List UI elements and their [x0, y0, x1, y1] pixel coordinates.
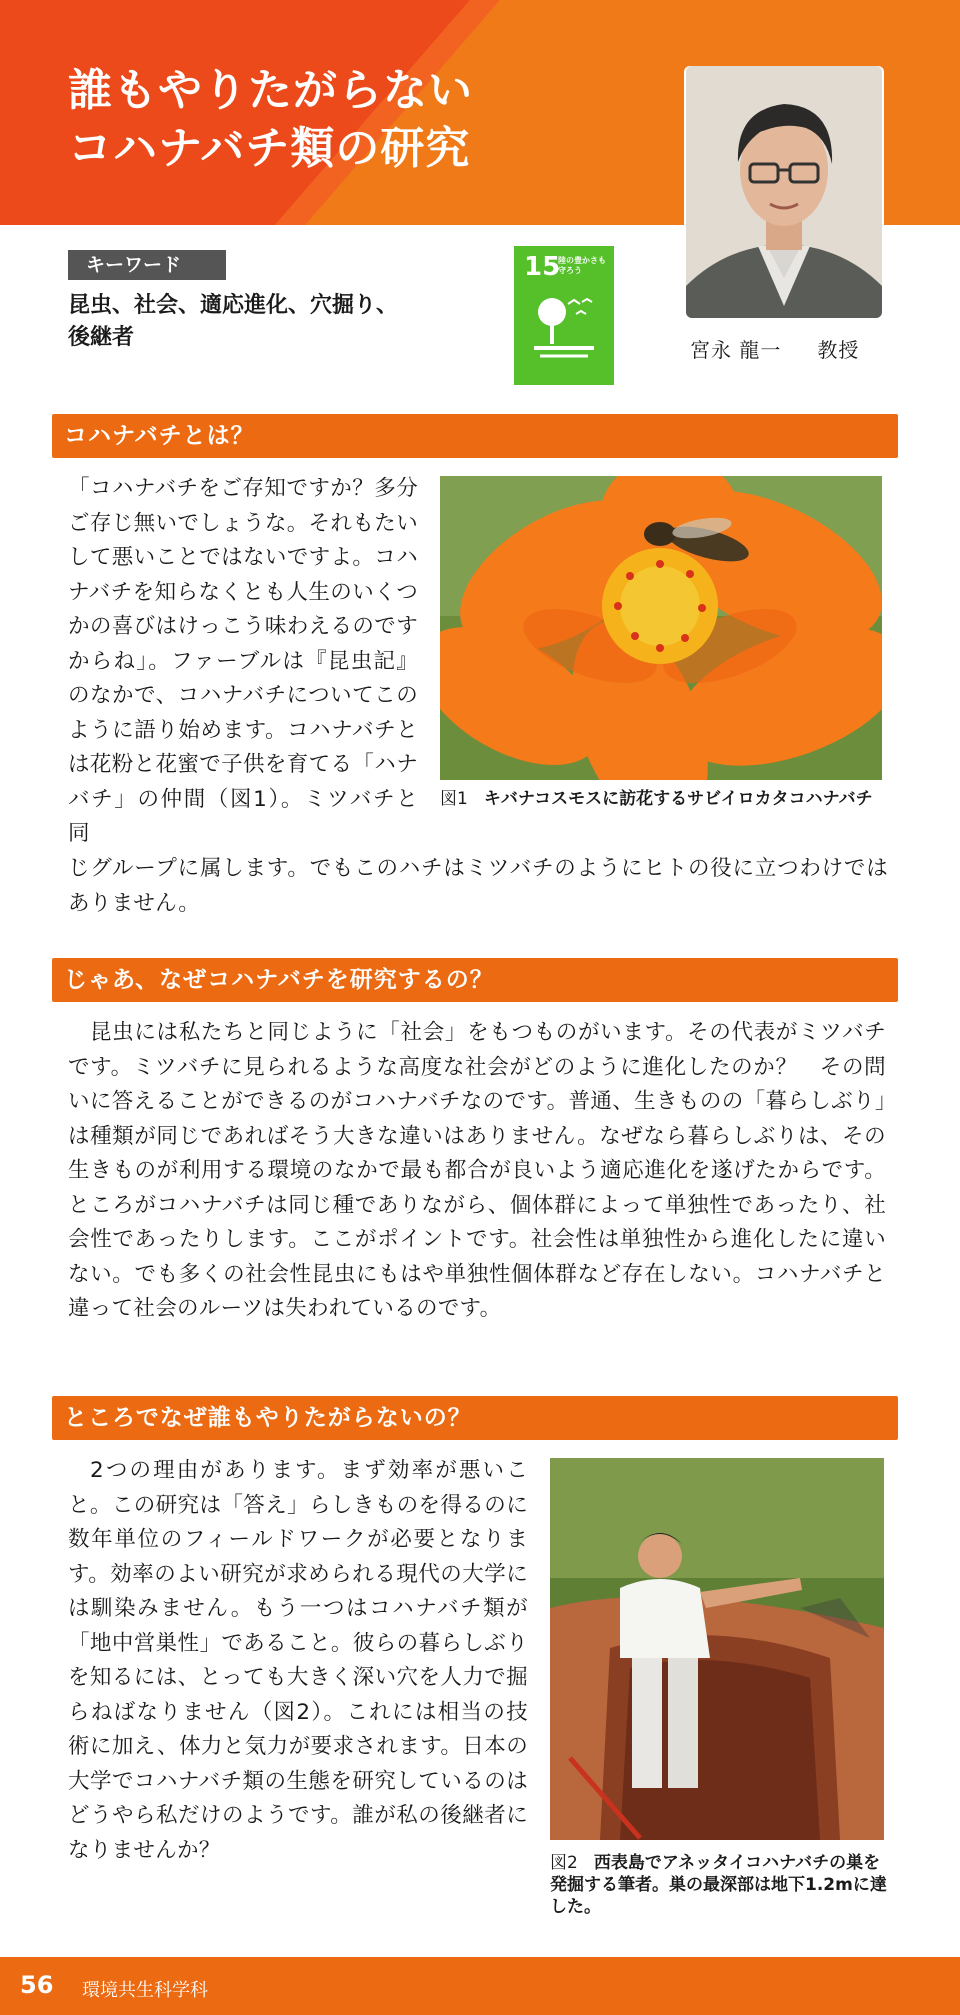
section-heading-3: ところでなぜ誰もやりたがらないの？: [52, 1396, 898, 1440]
title-line-2: コハナバチ類の研究: [68, 123, 471, 174]
page-number: 56: [20, 1971, 54, 1999]
professor-name: [690, 334, 859, 363]
page-title: [68, 62, 473, 178]
professor-name-text: 宮永 龍一: [690, 338, 782, 362]
keyword-badge: キーワード: [68, 250, 226, 280]
page-footer: [0, 1957, 960, 2015]
department-name: 環境共生科学科: [82, 1980, 208, 2001]
keyword-line-1: 昆虫、社会、適応進化、穴掘り、: [68, 293, 399, 318]
figure-2-caption: [550, 1852, 890, 1918]
section-2-text: 昆虫には私たちと同じように「社会」をもつものがいます。その代表がミツバチです。ミツバチに見られるような高度な社会がどのように進化したのか？ その問いに答えることができるのがコハナバチなのです。普通、生きものの「暮らしぶり」は種類が同じであればそう大きな違いはありません。なぜなら暮らしぶりは、その生きものが利用する環境のなかで最も都合が良いよう適応進化を遂げたからです。ところがコハナバチは同じ種でありながら、個体群によって単独性であったり、社会性であったりします。ここがポイントです。社会性は単独性から進化したに違いない。でも多くの社会性昆虫にもはや単独性個体群など存在しない。コハナバチと違って社会のルーツは失われているのです。: [68, 1020, 886, 1321]
section-heading-2: じゃあ、なぜコハナバチを研究するの？: [52, 958, 898, 1002]
figure-1-flower-bee-photo: [440, 476, 882, 780]
sdg-number: 15: [524, 252, 561, 282]
section-3-text: 2つの理由があります。まず効率が悪いこと。この研究は「答え」らしきものを得るのに数年単位のフィールドワークが必要となります。効率のよい研究が求められる現代の大学には馴染みません。もう一つはコハナバチ類が「地中営巣性」であること。彼らの暮らしぶりを知るには、とっても大きく深い穴を人力で掘らねばなりません（図2）。これには相当の技術に加え、体力と気力が要求されます。日本の大学でコハナバチ類の生態を研究しているのはどうやら私だけのようです。誰が私の後継者になりませんか？: [68, 1458, 528, 1863]
figure-2-label: 図2: [550, 1853, 578, 1873]
figure-2-excavation-photo: [550, 1458, 884, 1840]
section-heading-1: コハナバチとは？: [52, 414, 898, 458]
figure-1-label: 図1: [440, 789, 468, 809]
title-line-1: 誰もやりたがらない: [68, 65, 473, 116]
section-1-text-continued: じグループに属します。でもこのハチはミツバチのようにヒトの役に立つわけではありません。: [68, 856, 888, 916]
professor-rank: 教授: [817, 338, 860, 362]
figure-1-caption: [440, 788, 882, 810]
tree-icon: [532, 294, 596, 366]
section-1-text: 「コハナバチをご存知ですか？多分ご存じ無いでしょうな。それもたいして悪いことではないですよ。コハナバチを知らなくとも人生のいくつかの喜びはけっこう味わえるのですからね」。ファーブルは『昆虫記』のなかで、コハナバチについてこのように語り始めます。コハナバチとは花粉と花蜜で子供を育てる「ハナバチ」の仲間（図1）。ミツバチと同: [68, 476, 418, 846]
figure-2-caption-text: 西表島でアネッタイコハナバチの巣を発掘する筆者。巣の最深部は地下1.2mに達した。: [550, 1853, 887, 1917]
keyword-line-2: 後継者: [68, 325, 135, 350]
sdg-label: 陸の豊かさも 守ろう: [558, 256, 606, 275]
keyword-list: [68, 290, 398, 354]
portrait-photo-icon: [686, 66, 882, 318]
sdg-goal-badge: [514, 246, 614, 385]
figure-1-caption-text: キバナコスモスに訪花するサビイロカタコハナバチ: [483, 789, 873, 809]
